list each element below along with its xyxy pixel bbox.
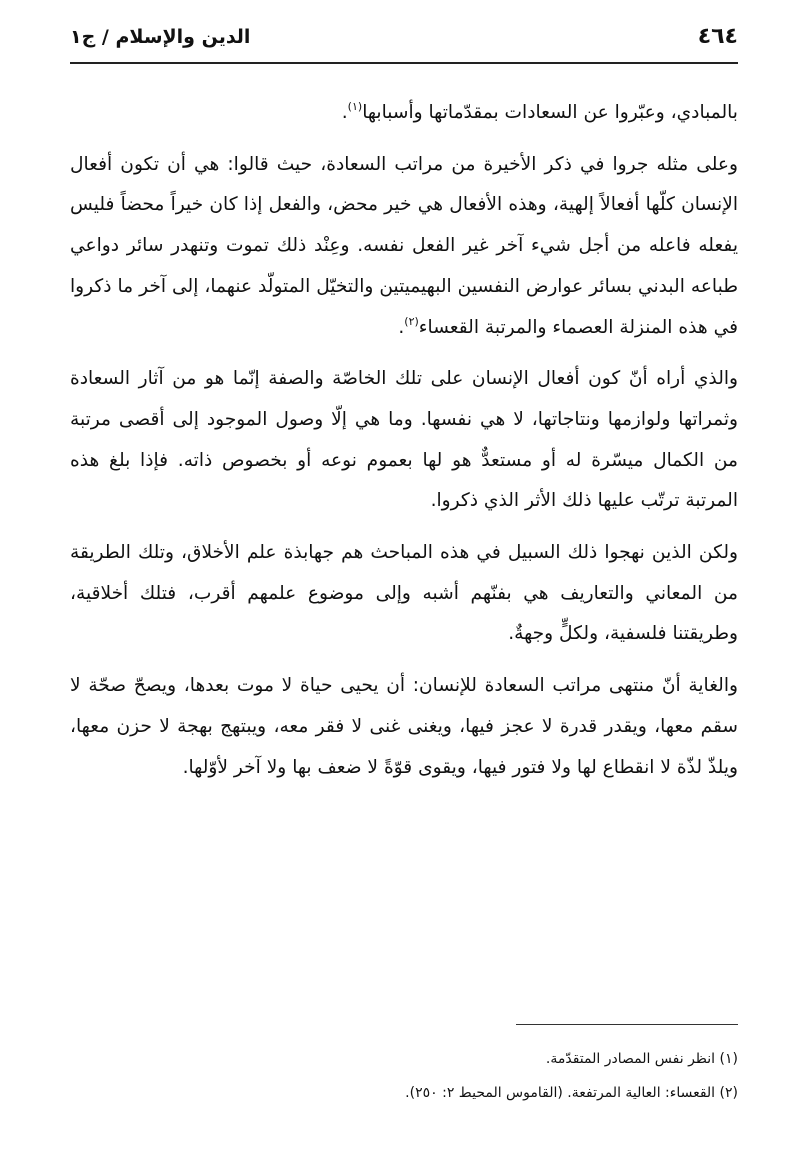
footnote-divider — [516, 1024, 738, 1025]
paragraph-4: ولكن الذين نهجوا ذلك السبيل في هذه المباحث هم جهابذة علم الأخلاق، وتلك الطريقة من المعاني والتعاريف هي بفنّهم أشبه وإلى موضوع علمهم أقرب، فتلك أخلاقية، وطريقتنا فلسفية، ولكلٍّ وجهةٌ. — [70, 542, 738, 645]
paragraph-2 — [70, 145, 738, 349]
footnotes — [70, 1046, 738, 1114]
paragraph-5: والغاية أنّ منتهى مراتب السعادة للإنسان: أن يحيى حياة لا موت بعدها، ويصحّ صحّة لا سقم معها، ويقدر قدرة لا عجز فيها، ويغنى غنى لا فقر معه، ويبتهج بهجة لا حزن معها، ويلذّ لذّة لا انقطاع لها ولا فتور فيها، ويقوى قوّةً لا ضعف بها ولا آخر لأوّلها. — [70, 675, 738, 778]
book-page — [70, 18, 738, 1128]
footnote-1: (١) انظر نفس المصادر المتقدّمة. — [545, 1051, 738, 1067]
paragraph-1-text: بالمبادي، وعبّروا عن السعادات بمقدّماتها وأسبابها — [362, 102, 738, 123]
paragraph-3: والذي أراه أنّ كون أفعال الإنسان على تلك الخاصّة والصفة إنّما هو من آثار السعادة وثمراتها ولوازمها ونتاجاتها، لا هي نفسها. وما هي إلّا وصول الموجود إلى أقصى مرتبة من الكمال ميسّرة له أو مستعدٌّ هو لها بعموم نوعه أو بخصوص ذاته. فإذا بلغ هذه المرتبة ترتّب عليها ذلك الأثر الذي ذكروا. — [70, 368, 738, 512]
paragraph-1-end: . — [341, 102, 348, 123]
page-header — [70, 18, 738, 64]
footnote-2: (٢) القعساء: العالية المرتفعة. (القاموس المحيط ٢: ٢٥٠). — [405, 1085, 738, 1101]
running-title: الدين والإسلام / ج١ — [70, 26, 251, 48]
footnote-ref-2: (٢) — [404, 314, 419, 328]
footnote-ref-1: (١) — [347, 100, 363, 113]
paragraph-2-end: . — [398, 316, 405, 338]
paragraph-2-text: وعلى مثله جروا في ذكر الأخيرة من مراتب السعادة، حيث قالوا: هي أن تكون أفعال الإنسان كلّها أفعالاً إلهية، وهذه الأفعال هي خير محض، والفعل إذا كان خيراً محضاً فليس يفعله فاعله من أجل شيء آخر غير الفعل نفسه. وعِنْد ذلك تموت وتنهدر سائر دواعي طباعه البدني بسائر عوارض النفسين البهيميتين والتخيّل المتولّد عنهما، إلى آخر ما ذكروا في هذه المنزلة العصماء والمرتبة القعساء — [70, 153, 738, 338]
paragraph-1 — [70, 93, 738, 134]
body-text — [70, 93, 738, 799]
page-number: ٤٦٤ — [697, 24, 738, 49]
